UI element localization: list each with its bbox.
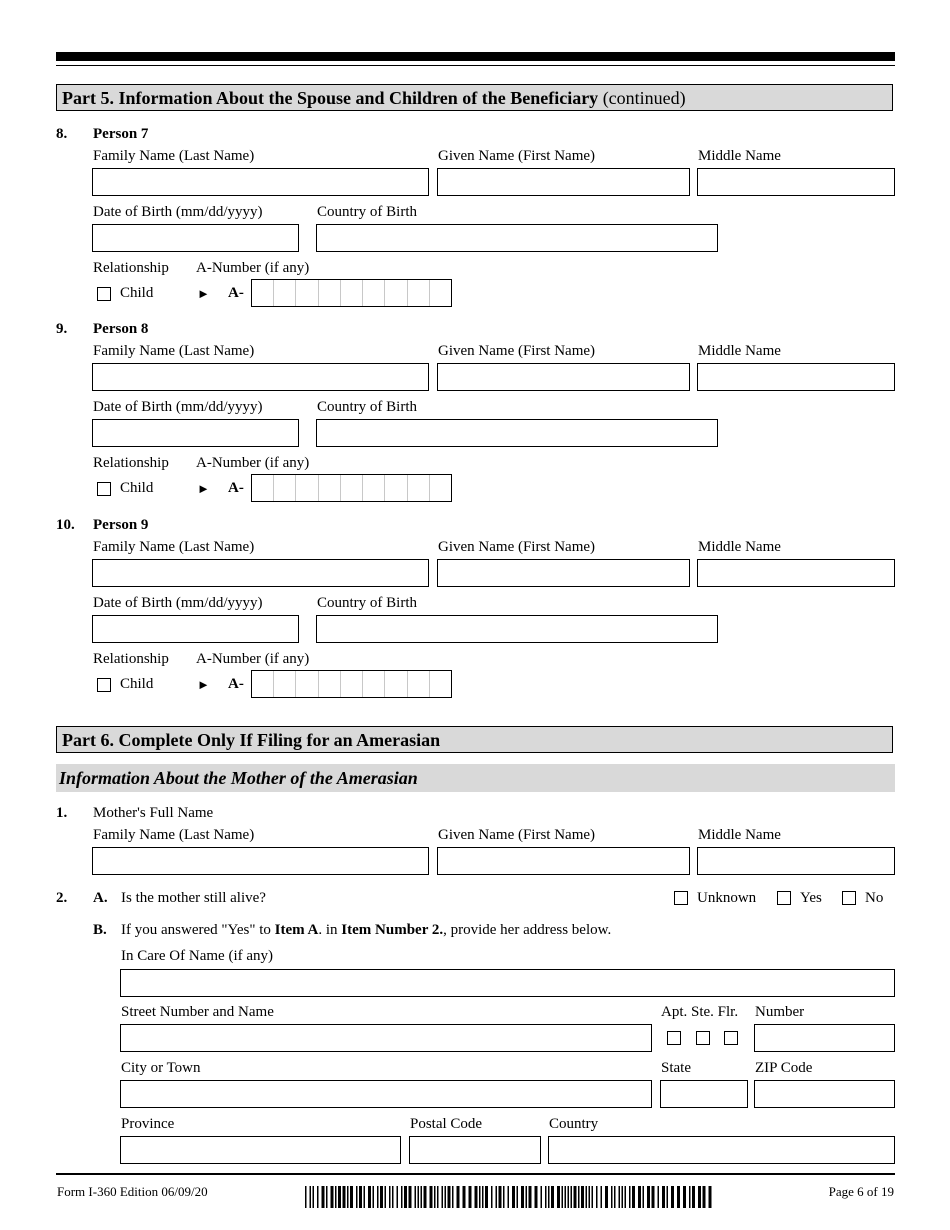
mother-family-name-label: Family Name (Last Name) bbox=[93, 827, 255, 843]
no-label: No bbox=[865, 890, 884, 906]
postal-code-label: Postal Code bbox=[410, 1116, 483, 1132]
mother-alive-question: Is the mother still alive? bbox=[121, 890, 266, 906]
country-label: Country bbox=[549, 1116, 599, 1132]
family-name-label: Family Name (Last Name) bbox=[93, 343, 255, 359]
a-number-input[interactable] bbox=[251, 474, 452, 502]
part5-header-suffix: (continued) bbox=[602, 88, 686, 108]
mothers-full-name-label: Mother's Full Name bbox=[93, 805, 214, 821]
country-of-birth-input[interactable] bbox=[316, 615, 718, 643]
child-label: Child bbox=[120, 480, 154, 496]
apt-number-input[interactable] bbox=[754, 1024, 895, 1052]
mother-family-name-input[interactable] bbox=[92, 847, 429, 875]
given-name-input[interactable] bbox=[437, 363, 690, 391]
middle-name-label: Middle Name bbox=[698, 148, 781, 164]
a-number-prefix: A- bbox=[228, 676, 244, 692]
item2b-text-3: , provide her address below. bbox=[443, 922, 612, 938]
province-input[interactable] bbox=[120, 1136, 401, 1164]
relationship-label: Relationship bbox=[93, 260, 169, 276]
street-label: Street Number and Name bbox=[121, 1004, 274, 1020]
item2-number: 2. bbox=[56, 890, 68, 906]
part6-subheader: Information About the Mother of the Amerasian bbox=[56, 764, 895, 792]
middle-name-input[interactable] bbox=[697, 559, 895, 587]
a-number-prefix: A- bbox=[228, 285, 244, 301]
part6-header-title: Part 6. Complete Only If Filing for an Amerasian bbox=[62, 730, 441, 750]
middle-name-input[interactable] bbox=[697, 363, 895, 391]
arrow-icon: ► bbox=[197, 286, 210, 301]
item2b-text-bold1: Item A bbox=[274, 922, 319, 938]
part5-header bbox=[56, 84, 893, 111]
item2b-letter: B. bbox=[93, 922, 107, 938]
middle-name-input[interactable] bbox=[697, 168, 895, 196]
person-number: 10. bbox=[56, 517, 75, 533]
given-name-label: Given Name (First Name) bbox=[438, 539, 596, 555]
given-name-label: Given Name (First Name) bbox=[438, 343, 596, 359]
item2b-instruction bbox=[121, 922, 611, 939]
in-care-of-input[interactable] bbox=[120, 969, 895, 997]
given-name-input[interactable] bbox=[437, 559, 690, 587]
child-checkbox[interactable] bbox=[97, 287, 111, 301]
mother-middle-name-label: Middle Name bbox=[698, 827, 781, 843]
given-name-input[interactable] bbox=[437, 168, 690, 196]
family-name-input[interactable] bbox=[92, 168, 429, 196]
item2b-text-1: If you answered "Yes" to bbox=[121, 922, 275, 938]
ste-checkbox[interactable] bbox=[696, 1031, 710, 1045]
dob-label: Date of Birth (mm/dd/yyyy) bbox=[93, 595, 263, 611]
dob-label: Date of Birth (mm/dd/yyyy) bbox=[93, 399, 263, 415]
mother-given-name-input[interactable] bbox=[437, 847, 690, 875]
street-input[interactable] bbox=[120, 1024, 652, 1052]
dob-label: Date of Birth (mm/dd/yyyy) bbox=[93, 204, 263, 220]
country-of-birth-input[interactable] bbox=[316, 224, 718, 252]
in-care-of-label: In Care Of Name (if any) bbox=[121, 948, 274, 964]
state-input[interactable] bbox=[660, 1080, 748, 1108]
person-title: Person 7 bbox=[93, 126, 149, 142]
middle-name-label: Middle Name bbox=[698, 539, 781, 555]
part5-header-title: Part 5. Information About the Spouse and Children of the Beneficiary bbox=[62, 88, 599, 108]
family-name-input[interactable] bbox=[92, 559, 429, 587]
a-number-label: A-Number (if any) bbox=[196, 260, 310, 276]
a-number-input[interactable] bbox=[251, 279, 452, 307]
relationship-label: Relationship bbox=[93, 455, 169, 471]
child-checkbox[interactable] bbox=[97, 482, 111, 496]
apt-ste-flr-label: Apt. Ste. Flr. bbox=[661, 1004, 739, 1020]
top-thick-rule bbox=[56, 52, 895, 61]
item1-number: 1. bbox=[56, 805, 68, 821]
unknown-checkbox[interactable] bbox=[674, 891, 688, 905]
mother-middle-name-input[interactable] bbox=[697, 847, 895, 875]
person-title: Person 9 bbox=[93, 517, 149, 533]
unknown-label: Unknown bbox=[697, 890, 757, 906]
province-label: Province bbox=[121, 1116, 175, 1132]
arrow-icon: ► bbox=[197, 677, 210, 692]
child-checkbox[interactable] bbox=[97, 678, 111, 692]
part6-header bbox=[56, 726, 893, 753]
country-of-birth-label: Country of Birth bbox=[317, 204, 417, 220]
barcode-image bbox=[305, 1186, 712, 1208]
relationship-label: Relationship bbox=[93, 651, 169, 667]
child-label: Child bbox=[120, 285, 154, 301]
city-label: City or Town bbox=[121, 1060, 201, 1076]
city-input[interactable] bbox=[120, 1080, 652, 1108]
form-edition: Form I-360 Edition 06/09/20 bbox=[57, 1184, 208, 1199]
family-name-label: Family Name (Last Name) bbox=[93, 148, 255, 164]
person-number: 9. bbox=[56, 321, 68, 337]
item2b-text-2: . in bbox=[318, 922, 342, 938]
postal-code-input[interactable] bbox=[409, 1136, 541, 1164]
yes-label: Yes bbox=[800, 890, 822, 906]
person-number: 8. bbox=[56, 126, 68, 142]
country-of-birth-input[interactable] bbox=[316, 419, 718, 447]
zip-label: ZIP Code bbox=[755, 1060, 813, 1076]
child-label: Child bbox=[120, 676, 154, 692]
item2b-text-bold2: Item Number 2. bbox=[341, 922, 444, 938]
a-number-label: A-Number (if any) bbox=[196, 651, 310, 667]
a-number-input[interactable] bbox=[251, 670, 452, 698]
number-label: Number bbox=[755, 1004, 805, 1020]
middle-name-label: Middle Name bbox=[698, 343, 781, 359]
family-name-label: Family Name (Last Name) bbox=[93, 539, 255, 555]
person-title: Person 8 bbox=[93, 321, 149, 337]
no-checkbox[interactable] bbox=[842, 891, 856, 905]
apt-checkbox[interactable] bbox=[667, 1031, 681, 1045]
flr-checkbox[interactable] bbox=[724, 1031, 738, 1045]
page-number: Page 6 of 19 bbox=[828, 1184, 894, 1199]
dob-input[interactable] bbox=[92, 615, 299, 643]
country-of-birth-label: Country of Birth bbox=[317, 595, 417, 611]
arrow-icon: ► bbox=[197, 481, 210, 496]
footer-rule bbox=[56, 1173, 895, 1175]
dob-input[interactable] bbox=[92, 419, 299, 447]
zip-input[interactable] bbox=[754, 1080, 895, 1108]
yes-checkbox[interactable] bbox=[777, 891, 791, 905]
country-input[interactable] bbox=[548, 1136, 895, 1164]
country-of-birth-label: Country of Birth bbox=[317, 399, 417, 415]
family-name-input[interactable] bbox=[92, 363, 429, 391]
state-label: State bbox=[661, 1060, 691, 1076]
given-name-label: Given Name (First Name) bbox=[438, 148, 596, 164]
dob-input[interactable] bbox=[92, 224, 299, 252]
a-number-label: A-Number (if any) bbox=[196, 455, 310, 471]
mother-given-name-label: Given Name (First Name) bbox=[438, 827, 596, 843]
top-thin-rule bbox=[56, 65, 895, 66]
a-number-prefix: A- bbox=[228, 480, 244, 496]
item2a-letter: A. bbox=[93, 890, 108, 906]
